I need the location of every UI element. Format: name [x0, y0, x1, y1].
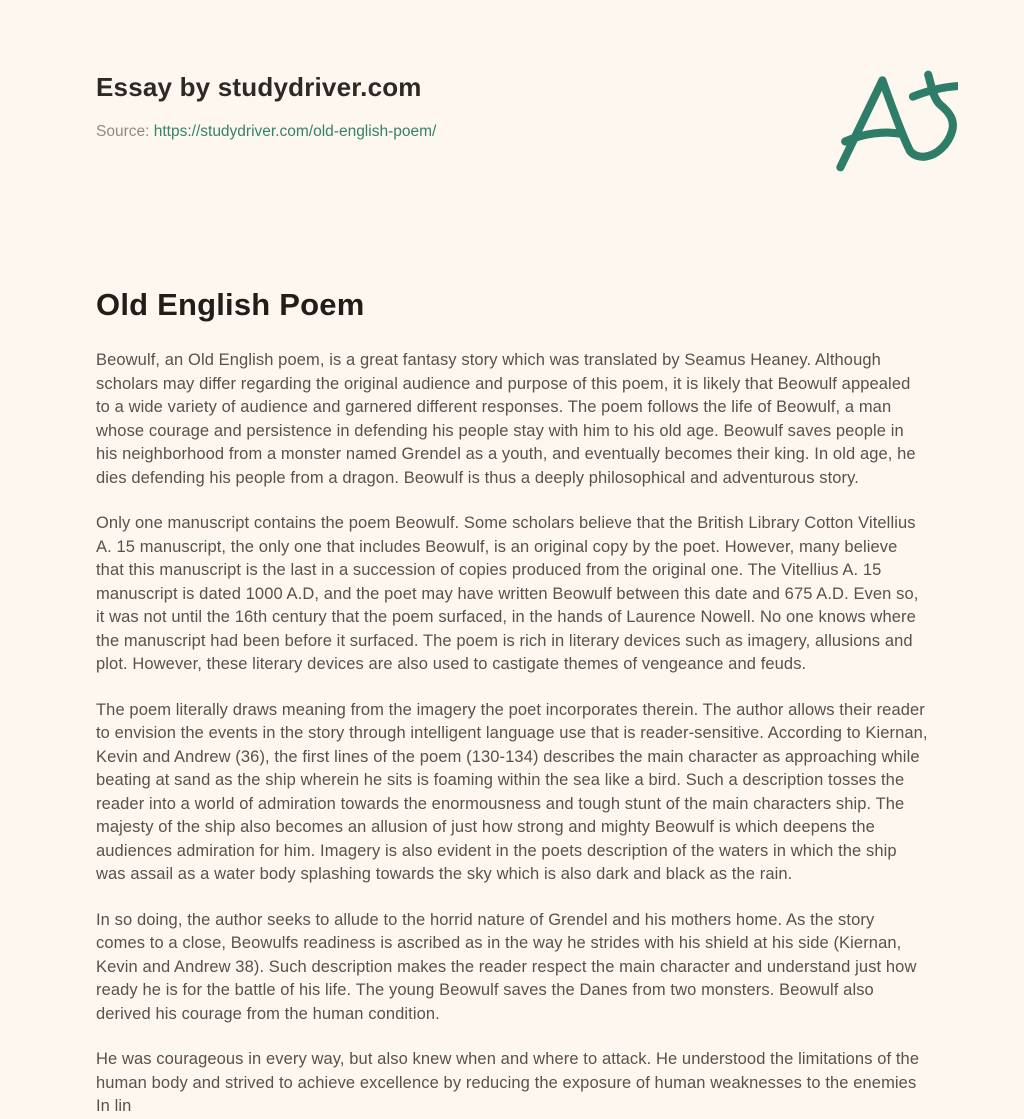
header-text-block: [96, 72, 436, 142]
logo-strokes: [840, 75, 956, 168]
article-title: Old English Poem: [96, 287, 365, 322]
site-heading: Essay by studydriver.com: [96, 72, 422, 102]
paragraph: The poem literally draws meaning from the imagery the poet incorporates therein. The author allows their reader to envision the events in the story through intelligent language use that is reader-sensitive. According to Kiernan, Kevin and Andrew (36), the first lines of the poem (130-134) describes the main character as approaching while beating at sand as the ship wherein he sits is foaming within the sea like a bird. Such a description tosses the reader into a world of admiration towards the enormousness and tough stunt of the main characters ship. The majesty of the ship also becomes an allusion of just how strong and mighty Beowulf is which deepens the audiences admiration for him. Imagery is also evident in the poets description of the waters in which the ship was assail as a water body splashing towards the sky which is also dark and black as the rain.: [96, 700, 928, 883]
paragraph: Only one manuscript contains the poem Beowulf. Some scholars believe that the British Library Cotton Vitellius A. 15 manuscript, the only one that includes Beowulf, is an original copy by the poet. However, many believe that this manuscript is the last in a succession of copies produced from the original one. The Vitellius A. 15 manuscript is dated 1000 A.D, and the poet may have written Beowulf between this date and 675 A.D. Even so, it was not until the 16th century that the poem surfaced, in the hands of Laurence Nowell. No one knows where the manuscript had been before it surfaced. The poem is rich in literary devices such as imagery, allusions and plot. However, these literary devices are also used to castigate themes of vengeance and feuds.: [96, 514, 919, 673]
paragraph: He was courageous in every way, but also knew when and where to attack. He understood the limitations of the human body and strived to achieve excellence by reducing the exposure of human weaknesses to the enemies In lin: [96, 1050, 920, 1115]
paragraph: In so doing, the author seeks to allude to the horrid nature of Grendel and his mothers home. As the story comes to a close, Beowulfs readiness is ascribed as in the way he strides with his shield at his side (Kiernan, Kevin and Andrew 38). Such description makes the reader respect the main character and understand just how ready he is for the battle of his life. The young Beowulf saves the Danes from two monsters. Beowulf also derived his courage from the human condition.: [96, 910, 917, 1023]
article-body: [96, 349, 928, 1119]
paragraph: Beowulf, an Old English poem, is a great fantasy story which was translated by Seamus Heaney. Although scholars may differ regarding the original audience and purpose of this poem, it is likely that Beowulf appealed to a wide variety of audience and garnered different responses. The poem follows the life of Beowulf, a man whose courage and persistence in defending his people stay with him to his old age. Beowulf saves people in his neighborhood from a monster named Grendel as a youth, and eventually becomes their king. In old age, he dies defending his people from a dragon. Beowulf is thus a deeply philosophical and adventurous story.: [96, 351, 916, 487]
source-link[interactable]: https://studydriver.com/old-english-poem/: [153, 123, 437, 140]
page-header: [0, 0, 1024, 178]
source-label: Source:: [96, 123, 150, 140]
a-plus-logo-icon: [824, 68, 958, 178]
article: [0, 288, 1024, 1119]
source-line: [96, 121, 436, 142]
